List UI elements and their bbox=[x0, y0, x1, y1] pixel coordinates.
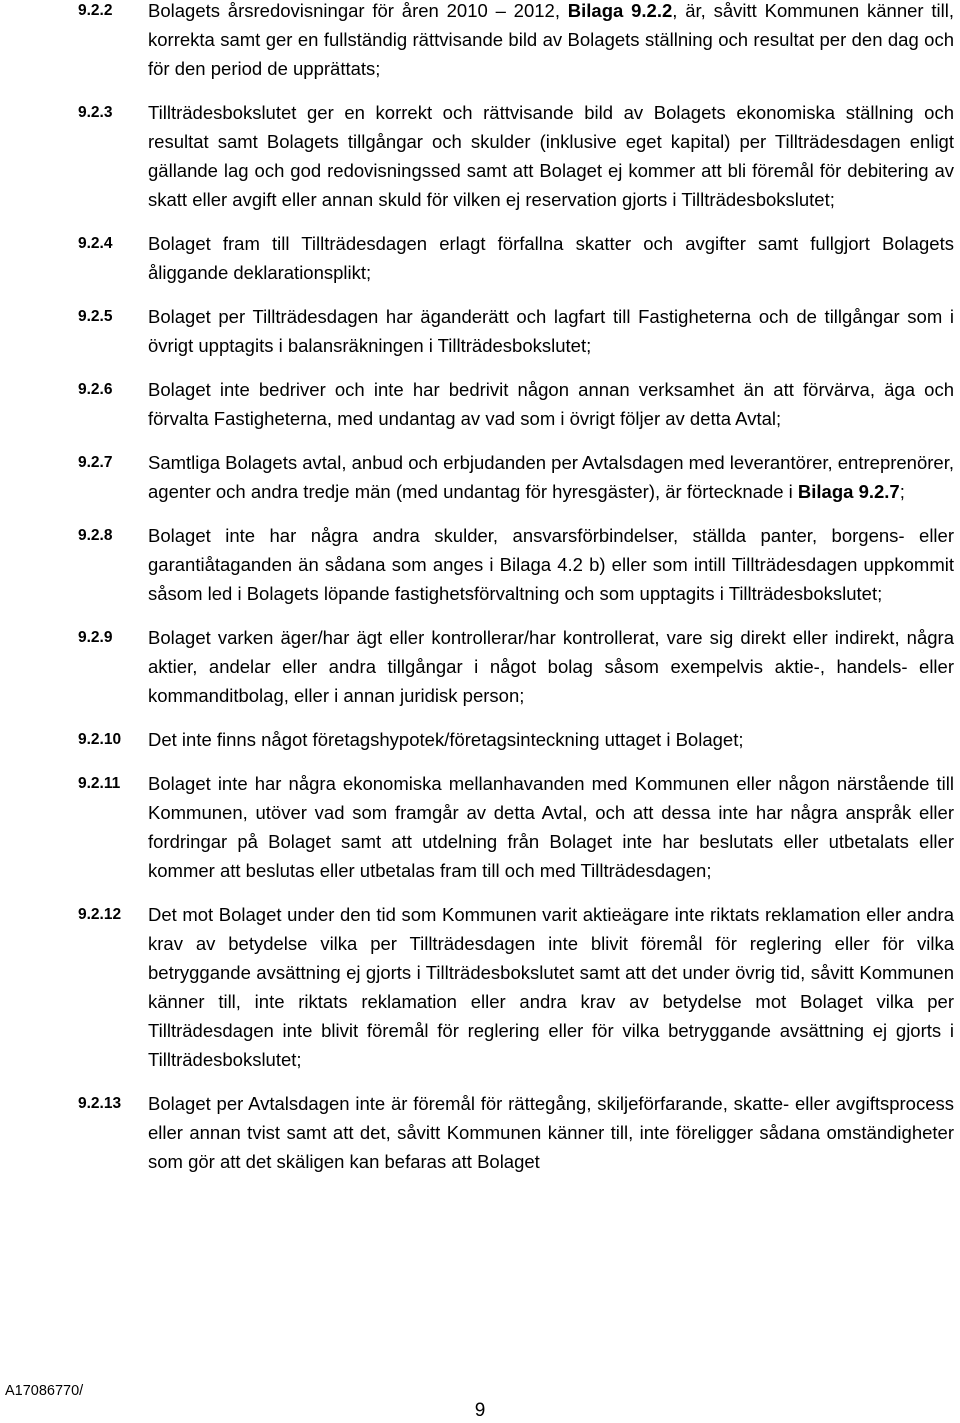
clause-text bbox=[148, 0, 954, 83]
clause-text: Bolaget per Avtalsdagen inte är föremål för rättegång, skiljeförfarande, skatte- eller avgiftsprocess eller annan tvist samt att det, såvitt Kommunen känner till, inte föreligger sådana omständigheter som gör att det skäligen kan befaras att Bolaget bbox=[148, 1093, 954, 1172]
document-body bbox=[78, 0, 954, 1191]
clause-number: 9.2.9 bbox=[78, 629, 113, 646]
clause-number: 9.2.12 bbox=[78, 906, 122, 923]
footer-page-number: 9 bbox=[474, 1400, 486, 1421]
clause-text: Bolaget varken äger/har ägt eller kontrollerar/har kontrollerat, vare sig direkt eller indirekt, några aktier, andelar eller andra tillgångar i något bolag såsom exempelvis aktie-, handels- eller kommanditbolag, eller i annan juridisk person; bbox=[148, 627, 954, 706]
clause-9-2-11 bbox=[78, 769, 954, 885]
clause-text: Det inte finns något företagshypotek/företagsinteckning uttaget i Bolaget; bbox=[148, 729, 744, 750]
clause-number: 9.2.5 bbox=[78, 308, 113, 325]
clause-text-part: , är, såvitt Kommunen känner till, korrekta samt ger en fullständig rättvisande bild av Bolagets ställning och resultat per den dag och för den period de upprättats; bbox=[148, 0, 955, 79]
clause-9-2-3 bbox=[78, 98, 954, 214]
clause-number: 9.2.10 bbox=[78, 731, 122, 748]
clause-9-2-2 bbox=[78, 0, 954, 83]
clause-text: Det mot Bolaget under den tid som Kommunen varit aktieägare inte riktats reklamation eller andra krav av betydelse vilka per Tillträdesdagen inte blivit föremål för reglering eller för vilka betryggande avsättning ej gjorts i Tillträdesbokslutet samt att det under övrig tid, såvitt Kommunen känner till, inte riktats reklamation eller andra krav av betydelse mot Bolaget vilka per Tillträdesdagen inte blivit föremål för reglering eller för vilka betryggande avsättning ej gjorts i Tillträdesbokslutet; bbox=[148, 904, 954, 1070]
appendix-reference: Bilaga 9.2.2 bbox=[567, 0, 673, 21]
clause-text-part: ; bbox=[899, 481, 905, 502]
clause-text: Bolaget inte har några ekonomiska mellanhavanden med Kommunen eller någon närstående till Kommunen, utöver vad som framgår av detta Avtal, och att dessa inte har några anspråk eller fordringar på Bolaget samt att utdelning från Bolaget inte har beslutats eller utbetalats eller kommer att beslutas eller utbetalas fram till och med Tillträdesdagen; bbox=[148, 773, 954, 881]
appendix-reference: Bilaga 9.2.7 bbox=[797, 481, 900, 502]
clause-9-2-13 bbox=[78, 1089, 954, 1176]
clause-text: Tillträdesbokslutet ger en korrekt och rättvisande bild av Bolagets ekonomiska ställning och resultat samt Bolagets tillgångar och skulder (inklusive eget kapital) per Tillträdesdagen enligt gällande lag och god redovisningssed samt att Bolaget ej kommer att bli föremål för debitering av skatt eller avgift eller annan skuld för vilken ej reservation gjorts i Tillträdesbokslutet; bbox=[148, 102, 954, 210]
clause-text-part: Samtliga Bolagets avtal, anbud och erbjudanden per Avtalsdagen med leverantörer, entreprenörer, agenter och andra tredje män (med undantag för hyresgäster), är förtecknade i bbox=[148, 452, 954, 502]
clause-number: 9.2.13 bbox=[78, 1095, 122, 1112]
clause-9-2-6 bbox=[78, 375, 954, 433]
clause-text: Bolaget inte har några andra skulder, ansvarsförbindelser, ställda panter, borgens- eller garantiåtaganden än sådana som anges i Bilaga 4.2 b) eller som intill Tillträdesdagen uppkommit såsom led i Bolagets löpande fastighetsförvaltning och som upptagits i Tillträdesbokslutet; bbox=[148, 525, 954, 604]
clause-text bbox=[148, 448, 954, 506]
clause-text: Bolaget per Tillträdesdagen har äganderätt och lagfart till Fastigheterna och de tillgångar som i övrigt upptagits i balansräkningen i Tillträdesbokslutet; bbox=[148, 306, 954, 356]
clause-9-2-4 bbox=[78, 229, 954, 287]
clause-number: 9.2.3 bbox=[78, 104, 113, 121]
clause-9-2-10 bbox=[78, 725, 954, 754]
clause-text: Bolaget fram till Tillträdesdagen erlagt förfallna skatter och avgifter samt fullgjort Bolagets åliggande deklarationsplikt; bbox=[148, 233, 954, 283]
clause-number: 9.2.7 bbox=[78, 454, 113, 471]
clause-9-2-5 bbox=[78, 302, 954, 360]
clause-number: 9.2.11 bbox=[78, 775, 121, 792]
clause-number: 9.2.8 bbox=[78, 527, 113, 544]
clause-9-2-8 bbox=[78, 521, 954, 608]
clause-9-2-7 bbox=[78, 448, 954, 506]
clause-text-part: Bolagets årsredovisningar för åren 2010 – 2012, bbox=[148, 0, 568, 21]
clause-number: 9.2.4 bbox=[78, 235, 113, 252]
clause-9-2-12 bbox=[78, 900, 954, 1074]
clause-number: 9.2.6 bbox=[78, 381, 113, 398]
footer-document-reference: A17086770/ bbox=[5, 1383, 84, 1399]
clause-number: 9.2.2 bbox=[78, 2, 113, 19]
clause-9-2-9 bbox=[78, 623, 954, 710]
clause-text: Bolaget inte bedriver och inte har bedrivit någon annan verksamhet än att förvärva, äga och förvalta Fastigheterna, med undantag av vad som i övrigt följer av detta Avtal; bbox=[148, 379, 954, 429]
